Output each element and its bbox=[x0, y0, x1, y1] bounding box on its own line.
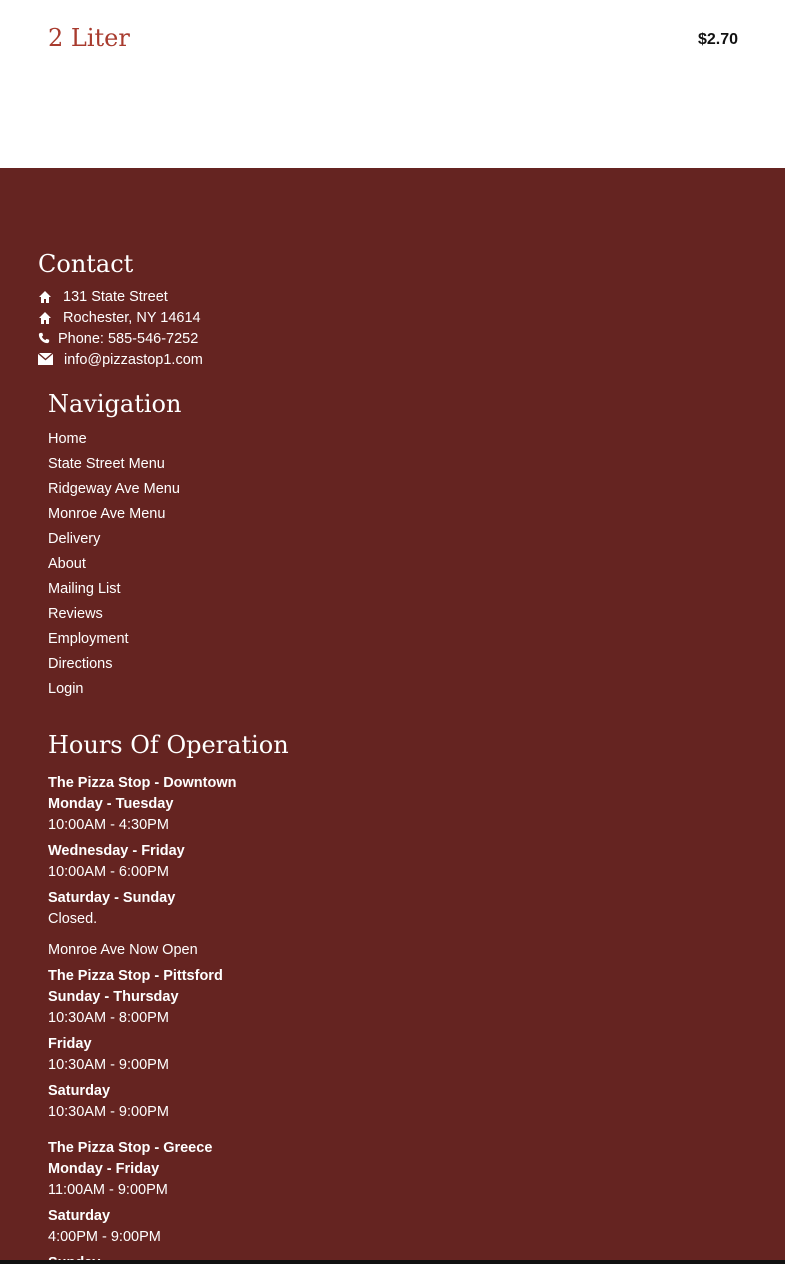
nav-link-employment[interactable]: Employment bbox=[48, 631, 129, 647]
location-name-downtown: The Pizza Stop - Downtown bbox=[48, 775, 237, 791]
contact-email-link[interactable]: info@pizzastop1.com bbox=[64, 352, 203, 368]
nav-link-home[interactable]: Home bbox=[48, 431, 87, 447]
contact-title: Contact bbox=[38, 250, 134, 278]
contact-address2: Rochester, NY 14614 bbox=[63, 310, 201, 326]
nav-link-about[interactable]: About bbox=[48, 556, 86, 572]
hours-days: Saturday bbox=[48, 1208, 111, 1224]
hours-time: Closed. bbox=[48, 911, 98, 927]
contact-email-row bbox=[38, 352, 203, 368]
nav-link-state-street-menu[interactable]: State Street Menu bbox=[48, 456, 165, 472]
navigation-title: Navigation bbox=[48, 390, 182, 418]
hours-days: Friday bbox=[48, 1036, 92, 1052]
contact-address1: 131 State Street bbox=[63, 289, 168, 305]
hours-days: Monday - Tuesday bbox=[48, 796, 174, 812]
envelope-icon bbox=[38, 353, 53, 367]
hours-time: 10:00AM - 6:00PM bbox=[48, 864, 169, 880]
home-icon bbox=[38, 311, 52, 325]
location-name-pittsford: The Pizza Stop - Pittsford bbox=[48, 968, 223, 984]
hours-note: Monroe Ave Now Open bbox=[48, 942, 198, 958]
hours-days: Wednesday - Friday bbox=[48, 843, 185, 859]
nav-link-directions[interactable]: Directions bbox=[48, 656, 113, 672]
nav-link-reviews[interactable]: Reviews bbox=[48, 606, 103, 622]
phone-icon bbox=[38, 332, 50, 346]
hours-title: Hours Of Operation bbox=[48, 731, 289, 759]
contact-address-line2 bbox=[38, 310, 201, 326]
menu-item-price: $2.70 bbox=[697, 31, 738, 48]
hours-time: 11:00AM - 9:00PM bbox=[48, 1182, 168, 1198]
location-name-greece: The Pizza Stop - Greece bbox=[48, 1140, 213, 1156]
hours-time: 10:30AM - 9:00PM bbox=[48, 1057, 169, 1073]
nav-link-mailing-list[interactable]: Mailing List bbox=[48, 581, 121, 597]
contact-address-line1 bbox=[38, 289, 168, 305]
home-icon bbox=[38, 290, 52, 304]
bottom-bar bbox=[0, 1260, 785, 1264]
hours-time: 10:00AM - 4:30PM bbox=[48, 817, 169, 833]
nav-link-login[interactable]: Login bbox=[48, 681, 84, 697]
menu-item-name: 2 Liter bbox=[48, 24, 130, 52]
hours-time: 4:00PM - 9:00PM bbox=[48, 1229, 161, 1245]
nav-link-ridgeway-ave-menu[interactable]: Ridgeway Ave Menu bbox=[48, 481, 180, 497]
contact-phone-row bbox=[38, 331, 198, 347]
menu-item bbox=[0, 0, 785, 168]
contact-phone-link[interactable]: Phone: 585-546-7252 bbox=[58, 331, 199, 347]
hours-days: Monday - Friday bbox=[48, 1161, 160, 1177]
nav-link-delivery[interactable]: Delivery bbox=[48, 531, 101, 547]
hours-time: 10:30AM - 8:00PM bbox=[48, 1010, 169, 1026]
hours-days: Saturday - Sunday bbox=[48, 890, 176, 906]
nav-link-monroe-ave-menu[interactable]: Monroe Ave Menu bbox=[48, 506, 166, 522]
hours-time: 10:30AM - 9:00PM bbox=[48, 1104, 169, 1120]
hours-days: Sunday - Thursday bbox=[48, 989, 179, 1005]
hours-days: Saturday bbox=[48, 1083, 111, 1099]
footer bbox=[0, 168, 785, 1260]
